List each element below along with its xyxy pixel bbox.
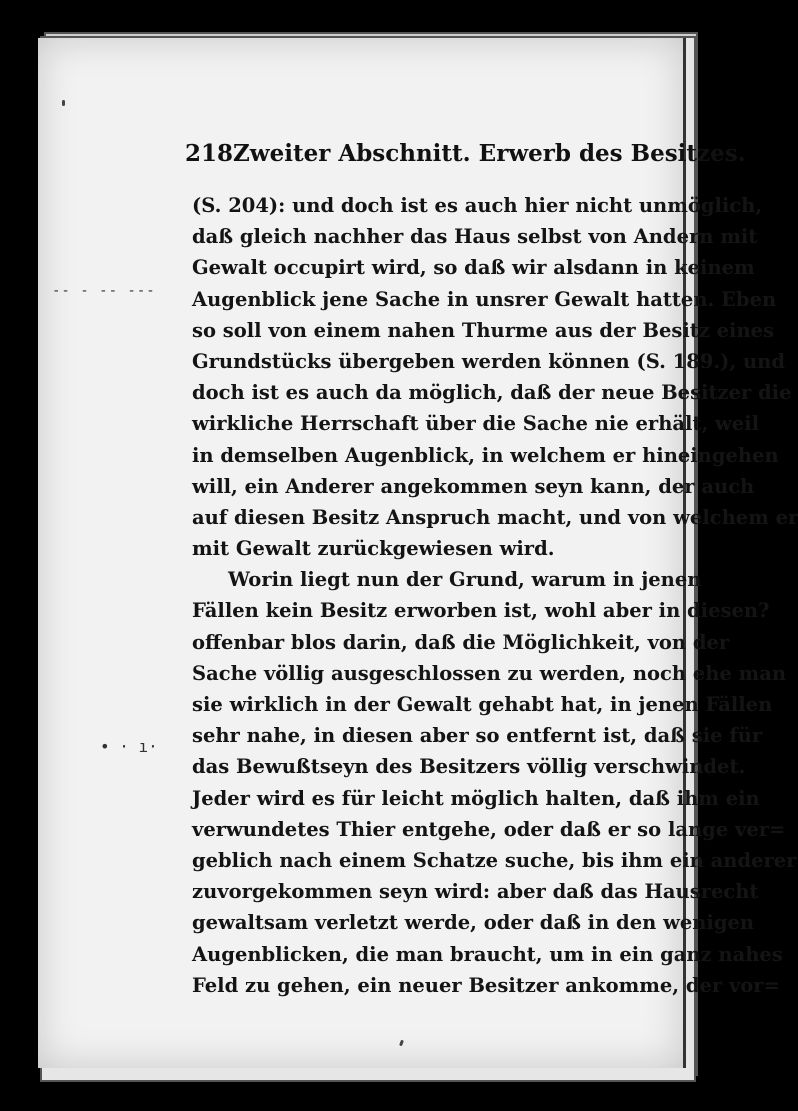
- page-number: 218: [185, 140, 234, 167]
- running-title: Zweiter Abschnitt. Erwerb des Besitzes.: [233, 140, 746, 167]
- text-line: auf diesen Besitz Anspruch macht, und von welchem er: [192, 505, 798, 529]
- text-line: Jeder wird es für leicht möglich halten, daß ihm ein: [192, 786, 760, 810]
- text-line: das Bewußtseyn des Besitzers völlig verschwindet.: [192, 755, 746, 779]
- text-line: in demselben Augenblick, in welchem er hineingehen: [192, 443, 779, 467]
- text-line: gewaltsam verletzt werde, oder daß in den wenigen: [192, 911, 755, 935]
- text-line: doch ist es auch da möglich, daß der neue Besitzer die: [192, 381, 792, 405]
- running-header: [185, 140, 746, 167]
- margin-mark-lower: • · ı·: [100, 737, 158, 756]
- text-line: (S. 204): und doch ist es auch hier nicht unmöglich,: [192, 194, 763, 217]
- text-line: sehr nahe, in diesen aber so entfernt ist, daß sie für: [192, 724, 763, 748]
- text-line: mit Gewalt zurückgewiesen wird.: [192, 537, 555, 561]
- text-line: Sache völlig ausgeschlossen zu werden, noch ehe man: [192, 661, 787, 685]
- text-line: Worin liegt nun der Grund, warum in jenen: [228, 568, 702, 592]
- text-line: sie wirklich in der Gewalt gehabt hat, in jenen Fällen: [192, 693, 773, 716]
- text-line: Feld zu gehen, ein neuer Besitzer ankomme, der vor=: [192, 973, 780, 997]
- dust-speck: [62, 100, 65, 106]
- text-line: daß gleich nachher das Haus selbst von Andern mit: [192, 225, 758, 249]
- text-line: Augenblick jene Sache in unsrer Gewalt hatten. Eben: [192, 287, 777, 311]
- text-line: offenbar blos darin, daß die Möglichkeit, von der: [192, 630, 730, 654]
- text-line: geblich nach einem Schatze suche, bis ihm ein anderer: [192, 848, 797, 872]
- text-line: Grundstücks übergeben werden können (S. 189.), und: [192, 349, 785, 373]
- text-line: wirkliche Herrschaft über die Sache nie erhält, weil: [192, 412, 760, 436]
- body-text: [192, 190, 798, 1001]
- text-line: will, ein Anderer angekommen seyn kann, der auch: [192, 474, 755, 498]
- text-line: so soll von einem nahen Thurme aus der Besitz eines: [192, 318, 775, 342]
- text-line: Fällen kein Besitz erworben ist, wohl aber in diesen?: [192, 599, 770, 623]
- text-line: verwundetes Thier entgehe, oder daß er so lange ver=: [192, 817, 786, 841]
- text-line: Augenblicken, die man braucht, um in ein ganz nahes: [192, 942, 783, 966]
- margin-mark-upper: -- - -- ---: [52, 283, 156, 299]
- text-line: Gewalt occupirt wird, so daß wir alsdann in keinem: [192, 256, 755, 280]
- text-line: zuvorgekommen seyn wird: aber daß das Hausrecht: [192, 880, 759, 904]
